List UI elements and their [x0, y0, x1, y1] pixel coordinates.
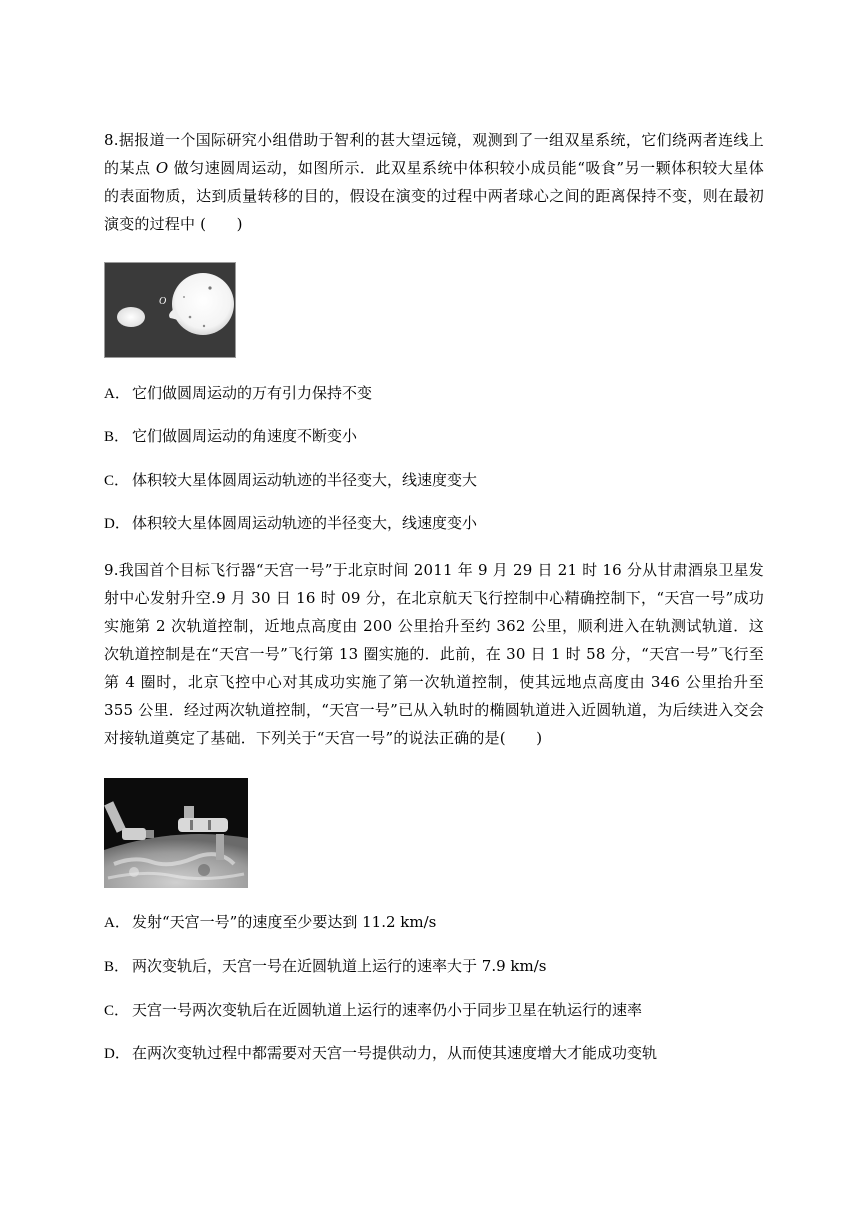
option-letter: B． [104, 959, 130, 975]
option-letter: A． [104, 915, 130, 931]
option-letter: C． [104, 473, 130, 489]
option-text: 在两次变轨过程中都需要对天宫一号提供动力，从而使其速度增大才能成功变轨 [132, 1044, 658, 1062]
question-9-option-a [104, 910, 436, 935]
option-letter: D． [104, 1046, 130, 1062]
option-letter: B． [104, 429, 130, 445]
question-8-option-c [104, 468, 477, 493]
option-letter: A． [104, 386, 130, 402]
binary-star-figure [104, 262, 236, 358]
question-8-stem [104, 126, 764, 238]
small-star-shape [117, 307, 145, 327]
option-text: 发射“天宫一号”的速度至少要达到 11.2 km/s [132, 913, 437, 931]
question-8-option-b [104, 424, 357, 449]
option-text: 两次变轨后，天宫一号在近圆轨道上运行的速率大于 7.9 km/s [132, 957, 547, 975]
question-9-stem: 9.我国首个目标飞行器“天宫一号”于北京时间 2011 年 9 月 29 日 21 时 16 分从甘肃酒泉卫星发射中心发射升空.9 月 30 日 16 时 09 分，在北京航天飞行控制中心精确控制下，“天宫一号”成功实施第 2 次轨道控制，近地点高度由 200 公里抬升至约 362 公里，顺利进入在轨测试轨道．这次轨道控制是在“天宫一号”飞行第 13 圈实施的．此前，在 30 日 1 时 58 分，“天宫一号”飞行至第 4 圈时，北京飞控中心对其成功实施了第一次轨道控制，使其远地点高度由 346 公里抬升至 355 公里．经过两次轨道控制，“天宫一号”已从入轨时的椭圆轨道进入近圆轨道，为后续进入交会对接轨道奠定了基础．下列关于“天宫一号”的说法正确的是( ) [104, 561, 764, 747]
tiangong-figure [104, 778, 248, 888]
question-8-stem-part1: 8.据报道一个国际研究小组借助于智利的甚大望远镜，观测到了一组双星系统，它们绕两者连线上的某点 [104, 131, 764, 177]
question-8-option-a [104, 381, 372, 406]
option-letter: D． [104, 516, 130, 532]
question-8-stem-part2: 做匀速圆周运动，如图所示．此双星系统中体积较小成员能“吸食”另一颗体积较大星体的表面物质，达到质量转移的目的，假设在演变的过程中两者球心之间的距离保持不变，则在最初演变的过程中 ( ) [104, 159, 764, 233]
question-9-option-b [104, 954, 546, 979]
question-9-option-c [104, 998, 642, 1023]
option-letter: C． [104, 1003, 130, 1019]
question-8-option-d [104, 511, 477, 536]
question-9-option-d [104, 1041, 657, 1066]
option-text: 它们做圆周运动的角速度不断变小 [132, 427, 358, 445]
option-text: 体积较大星体圆周运动轨迹的半径变大，线速度变大 [132, 471, 478, 489]
figure-o-label: O [159, 296, 167, 307]
point-o-label: O [155, 159, 169, 177]
option-text: 它们做圆周运动的万有引力保持不变 [132, 384, 373, 402]
question-9 [104, 556, 764, 752]
question-8 [104, 126, 764, 238]
option-text: 天宫一号两次变轨后在近圆轨道上运行的速率仍小于同步卫星在轨运行的速率 [132, 1001, 643, 1019]
option-text: 体积较大星体圆周运动轨迹的半径变大，线速度变小 [132, 514, 478, 532]
